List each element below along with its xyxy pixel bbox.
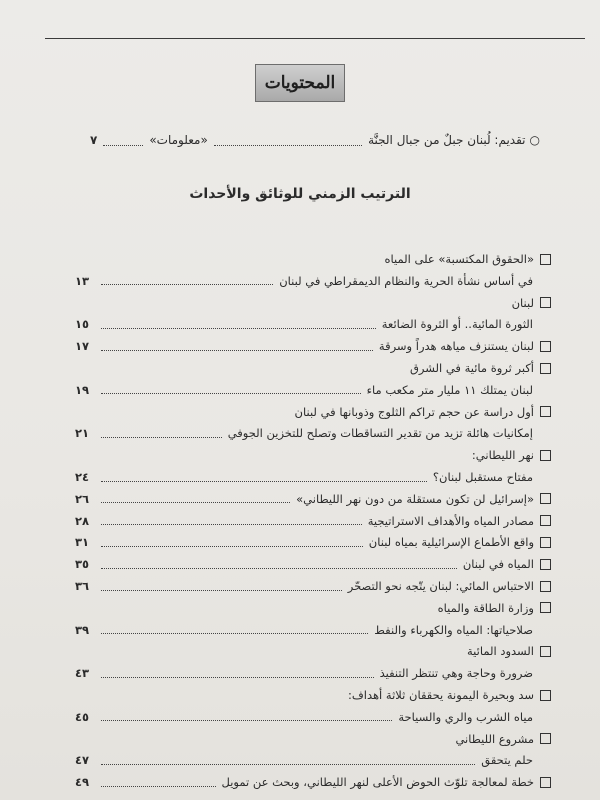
checkbox-bullet-icon — [540, 493, 551, 504]
toc-entry — [75, 555, 551, 573]
leader-dots — [101, 625, 368, 634]
section-title: الترتيب الزمني للوثائق والأحداث — [189, 186, 411, 202]
checkbox-bullet-icon — [540, 602, 551, 613]
toc-entry — [75, 337, 551, 355]
leader-dots — [101, 429, 222, 438]
leader-dots — [101, 276, 273, 285]
leader-dots — [101, 385, 361, 394]
intro-text: تقديم: لُبنان جبلٌ من جبال الجنَّة — [368, 133, 526, 147]
toc-entry — [75, 686, 551, 704]
leader-dots — [101, 778, 216, 787]
toc-entry — [75, 294, 551, 312]
toc-entry-title: واقع الأطماع الإسرائيلية بمياه لبنان — [368, 535, 534, 550]
toc-entry-title: ضرورة وحاجة وهي تنتظر التنفيذ — [379, 666, 533, 681]
toc-entry — [75, 664, 551, 682]
contents-title: المحتويات — [255, 64, 345, 102]
toc-page-number: ٣١ — [75, 535, 90, 550]
toc-entry — [75, 250, 551, 268]
toc-entry-title: السدود المائية — [466, 644, 534, 659]
toc-entry — [75, 599, 551, 617]
toc-page-number: ٢٨ — [75, 513, 90, 528]
leader-dots — [101, 538, 363, 547]
leader-dots — [101, 712, 392, 721]
toc-entry-title: وزارة الطاقة والمياه — [437, 600, 534, 615]
toc-page-number: ٣٩ — [75, 622, 90, 637]
leader-dots — [101, 473, 427, 482]
checkbox-bullet-icon — [540, 515, 551, 526]
leader-dots — [101, 320, 376, 329]
leader-dots — [101, 582, 342, 591]
toc-entry — [75, 642, 551, 660]
toc-entry — [75, 490, 551, 508]
leader-dots — [101, 669, 374, 678]
intro-label: «معلومات» — [149, 133, 208, 147]
toc-entry-title: مياه الشرب والري والسياحة — [398, 709, 533, 724]
toc-entry — [75, 512, 551, 530]
checkbox-bullet-icon — [540, 297, 551, 308]
leader-dots — [101, 342, 373, 351]
toc-entry-title: لبنان يمتلك ١١ مليار متر مكعب ماء — [366, 382, 533, 397]
toc-entry-title: صلاحياتها: المياه والكهرباء والنفط — [374, 622, 533, 637]
checkbox-bullet-icon — [540, 559, 551, 570]
toc-entry-title: المياه في لبنان — [462, 557, 534, 572]
checkbox-bullet-icon — [540, 646, 551, 657]
checkbox-bullet-icon — [540, 341, 551, 352]
toc-page-number: ١٩ — [75, 382, 90, 397]
toc-page-number: ٢٦ — [75, 491, 90, 506]
toc-entry — [75, 424, 551, 442]
toc-entry-title: نهر الليطاني: — [471, 448, 534, 463]
toc-entry — [75, 272, 551, 290]
toc-entry-title: لبنان يستنزف مياهه هدراً وسرقة — [378, 339, 534, 354]
checkbox-bullet-icon — [540, 581, 551, 592]
toc-page-number: ١٥ — [75, 317, 90, 332]
toc-entry-title: لبنان — [511, 295, 534, 310]
toc-page-number: ١٧ — [75, 339, 90, 354]
toc-entry — [75, 708, 551, 726]
toc-page-number: ٢١ — [75, 426, 90, 441]
toc-entry-title: «إسرائيل لن تكون مستقلة من دون نهر الليطاني» — [296, 491, 534, 506]
toc-entry-title: مشروع الليطاني — [455, 731, 534, 746]
checkbox-bullet-icon — [540, 777, 551, 788]
toc-entry-title: «الحقوق المكتسبة» على المياه — [384, 252, 534, 266]
leader-dots — [101, 494, 290, 503]
leader-dots — [101, 560, 457, 569]
checkbox-bullet-icon — [540, 254, 551, 265]
toc-entry-title: الثورة المائية.. أو الثروة الضائعة — [381, 317, 533, 332]
toc-page-number: ٣٦ — [75, 579, 90, 593]
toc-entry — [75, 751, 551, 769]
toc-page-number: ٤٩ — [75, 775, 90, 790]
toc-entry — [75, 403, 551, 421]
toc-entry — [75, 359, 551, 377]
toc-entry — [75, 446, 551, 464]
leader-dots — [101, 516, 362, 525]
toc-entry-title: سد وبحيرة اليمونة يحققان ثلاثة أهداف: — [347, 688, 534, 702]
toc-entry — [75, 730, 551, 748]
toc-entry — [75, 468, 551, 486]
toc-entry-title: إمكانيات هائلة تزيد من تقدير التساقطات وتصلح للتخزين الجوفي — [227, 426, 533, 441]
checkbox-bullet-icon — [540, 690, 551, 701]
toc-entry — [75, 577, 551, 595]
toc-entry-title: مفتاح مستقبل لبنان؟ — [432, 470, 533, 484]
checkbox-bullet-icon — [540, 537, 551, 548]
toc-entry — [75, 315, 551, 333]
checkbox-bullet-icon — [540, 363, 551, 374]
toc-entry-title: في أساس نشأة الحرية والنظام الديمقراطي في لبنان — [279, 273, 533, 288]
toc-entry-title: أول دراسة عن حجم تراكم الثلوج وذوبانها في لبنان — [294, 404, 534, 419]
toc-page-number: ١٣ — [75, 273, 90, 288]
leader-dots — [101, 756, 475, 765]
toc-page-number: ٤٧ — [75, 753, 90, 768]
toc-entry — [75, 621, 551, 639]
toc-entry — [75, 381, 551, 399]
toc-entry — [75, 773, 551, 791]
checkbox-bullet-icon — [540, 733, 551, 744]
toc-entry-title: حلم يتحقق — [481, 753, 533, 768]
toc-entry-title: الاحتباس المائي: لبنان يتّجه نحو التصحّر — [347, 579, 534, 593]
circle-bullet-icon: ○ — [529, 133, 540, 147]
checkbox-bullet-icon — [540, 450, 551, 461]
toc-page-number: ٢٤ — [75, 470, 90, 484]
toc-page-number: ٣٥ — [75, 557, 90, 572]
toc-page-number: ٤٥ — [75, 709, 90, 724]
toc-entry-title: أكبر ثروة مائية في الشرق — [409, 361, 534, 375]
toc-entry — [75, 533, 551, 551]
toc-entry-title: مصادر المياه والأهداف الاستراتيجية — [367, 513, 534, 528]
checkbox-bullet-icon — [540, 406, 551, 417]
toc-page-number: ٤٣ — [75, 666, 90, 681]
toc-entry-title: خطة لمعالجة تلوّث الحوض الأعلى لنهر الليطاني، وبحث عن تمويل — [221, 775, 534, 790]
intro-page-number: ٧ — [90, 133, 98, 147]
